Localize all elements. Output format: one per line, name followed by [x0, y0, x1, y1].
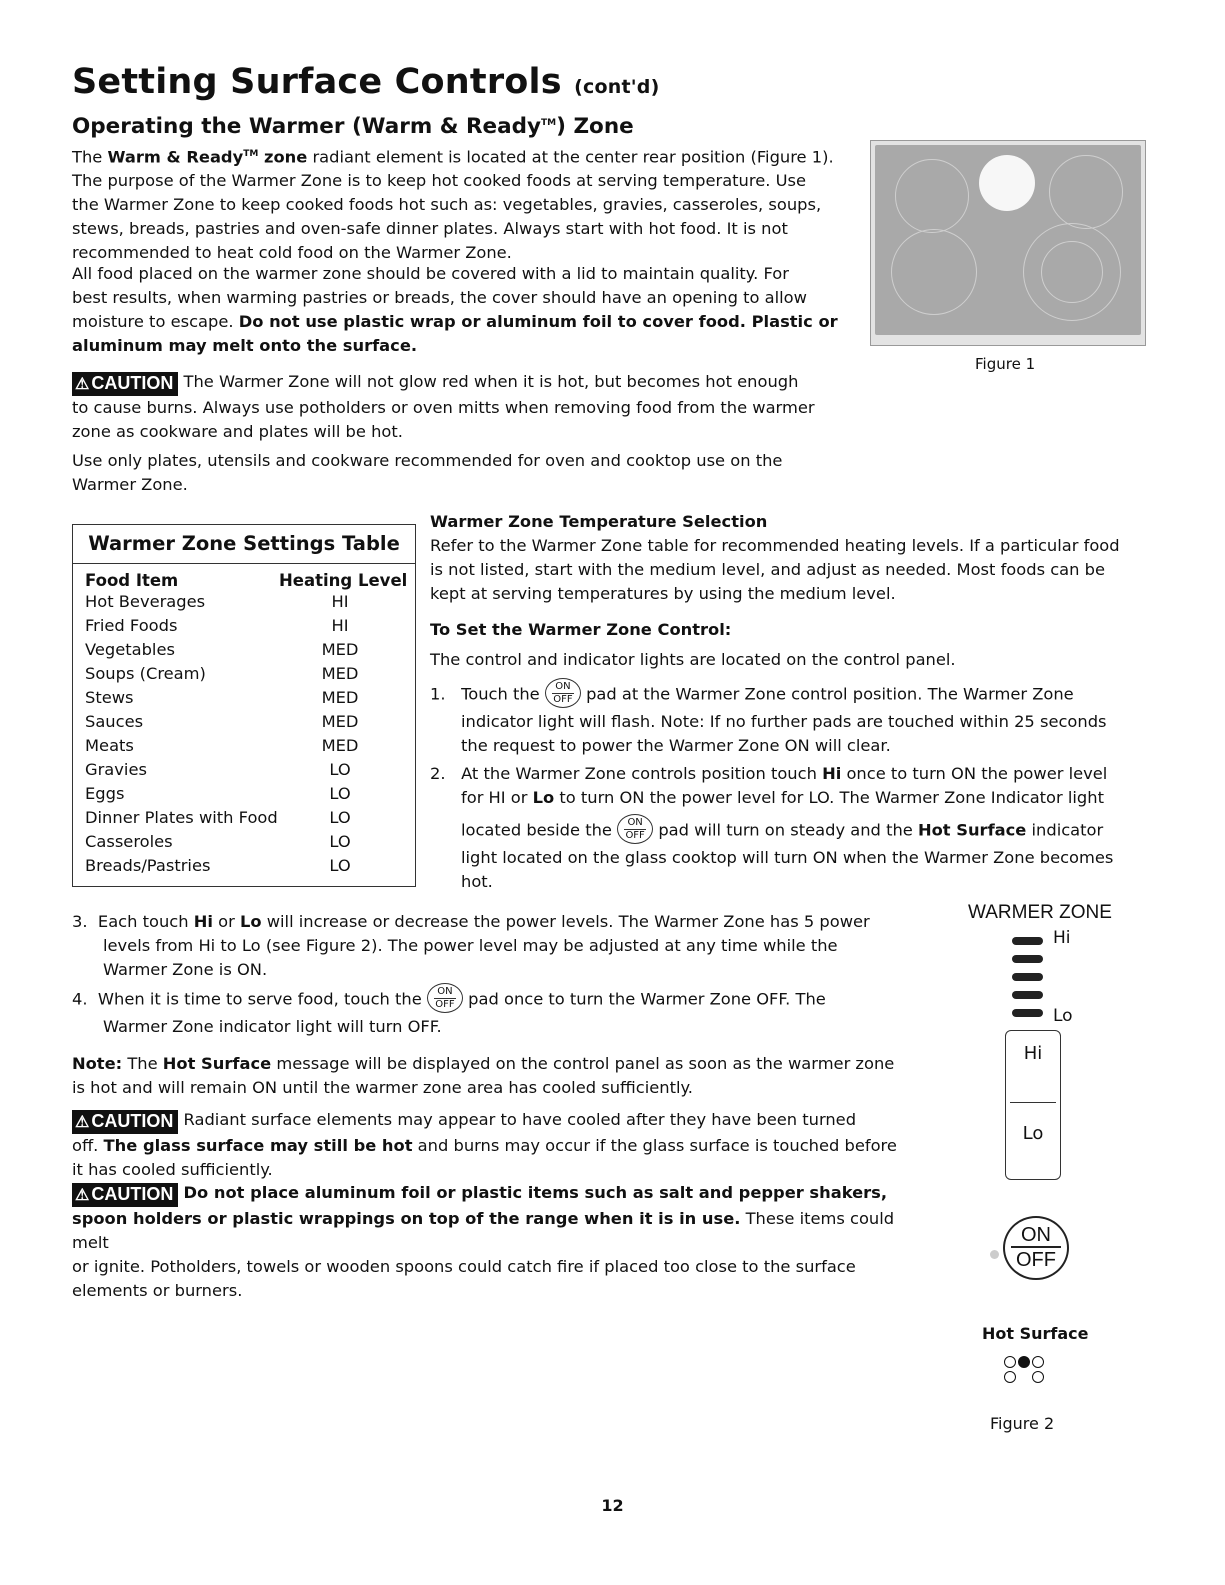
- level-lo-label: Lo: [1053, 1006, 1073, 1026]
- power-level-bar: [1012, 1009, 1043, 1017]
- caution-badge: ⚠ CAUTION: [72, 1110, 178, 1134]
- power-level-bar: [1012, 991, 1043, 999]
- table-row: Vegetables MED: [85, 640, 359, 659]
- warmer-zone-element: [979, 155, 1035, 211]
- table-row: Sauces MED: [85, 712, 359, 731]
- warmer-zone-title: WARMER ZONE: [968, 902, 1112, 923]
- lo-pad[interactable]: Lo: [1022, 1123, 1044, 1144]
- step-1: 1. Touch the ON OFF pad at the Warmer Zone control position. The Warmer Zone indicator light will flash. Note: If no further pads are touched within 25 seconds the request to power the Warmer Zone ON will clear.: [430, 680, 1150, 758]
- table-row: Eggs LO: [85, 784, 351, 803]
- table-row: Fried Foods HI: [85, 616, 349, 635]
- on-off-pad-icon: ON OFF: [545, 678, 581, 708]
- section-heading: Operating the Warmer (Warm & Ready™) Zone: [72, 114, 634, 139]
- figure-1-caption: Figure 1: [975, 355, 1036, 373]
- table-row: Breads/Pastries LO: [85, 856, 351, 875]
- power-level-bar: [1012, 973, 1043, 981]
- figure-2-caption: Figure 2: [990, 1414, 1055, 1433]
- on-off-pad-icon: ON OFF: [617, 814, 653, 844]
- on-off-button[interactable]: ON OFF: [1003, 1216, 1069, 1280]
- column-header-level: Heating Level: [279, 571, 408, 590]
- indicator-light-icon: [990, 1250, 999, 1259]
- caution-badge: ⚠ CAUTION: [72, 1183, 178, 1207]
- step-3: 3. Each touch Hi or Lo will increase or decrease the power levels. The Warmer Zone has 5 power levels from Hi to Lo (see Figure 2). The power level may be adjusted at any time while the Warmer Zone is ON.: [72, 912, 870, 979]
- on-off-pad-icon: ON OFF: [427, 983, 463, 1013]
- table-title: Warmer Zone Settings Table: [73, 525, 415, 564]
- warmer-zone-settings-table: [72, 524, 416, 887]
- table-row: Gravies LO: [85, 760, 351, 779]
- warning-triangle-icon: ⚠: [75, 1187, 90, 1204]
- caution-paragraph-2: ⚠ CAUTION Radiant surface elements may appear to have cooled after they have been turned off. The glass surface may still be hot and burns may occur if the glass surface is touched before it has cooled sufficiently.: [72, 1110, 897, 1179]
- table-row: Casseroles LO: [85, 832, 351, 851]
- temp-selection-paragraph: Refer to the Warmer Zone table for recommended heating levels. If a particular food is not listed, start with the medium level, and adjust as needed. Most foods can be kept at serving temperatures by using the medium level.: [430, 536, 1120, 603]
- level-hi-label: Hi: [1053, 928, 1071, 948]
- page-title: Setting Surface Controls (cont'd): [72, 62, 660, 102]
- table-row: Hot Beverages HI: [85, 592, 349, 611]
- caution-paragraph-1: ⚠ CAUTION The Warmer Zone will not glow red when it is hot, but becomes hot enough to cause burns. Always use potholders or oven mitts when removing food from the warmer zone as cookware and plates will be hot.: [72, 372, 815, 441]
- table-row: Meats MED: [85, 736, 359, 755]
- note-paragraph: Note: The Hot Surface message will be displayed on the control panel as soon as the warmer zone is hot and will remain ON until the warmer zone area has cooled sufficiently.: [72, 1054, 895, 1097]
- cooktop-glass: [875, 145, 1141, 335]
- step-4: 4. When it is time to serve food, touch the ON OFF pad once to turn the Warmer Zone OFF. The Warmer Zone indicator light will turn OFF.: [72, 985, 912, 1039]
- set-control-intro: The control and indicator lights are located on the control panel.: [430, 650, 956, 669]
- hi-pad[interactable]: Hi: [1023, 1043, 1043, 1064]
- caution-badge: ⚠ CAUTION: [72, 372, 178, 396]
- power-level-bar: [1012, 937, 1043, 945]
- table-row: Soups (Cream) MED: [85, 664, 359, 683]
- intro-paragraph-1: The Warm & Ready™ zone radiant element is located at the center rear position (Figure 1). The purpose of the Warmer Zone is to keep hot cooked foods at serving temperature. Use the Warmer Zone to keep cooked foods hot such as: vegetables, gravies, casseroles, soups, stews, breads, pastries and oven-safe dinner plates. Always start with hot food. It is not recommended to heat cold food on the Warmer Zone.: [72, 147, 834, 263]
- power-level-bar: [1012, 955, 1043, 963]
- temp-selection-heading: Warmer Zone Temperature Selection: [430, 512, 768, 531]
- cooktop-figure: [870, 140, 1146, 346]
- warning-triangle-icon: ⚠: [75, 1114, 90, 1131]
- table-row: Dinner Plates with Food LO: [85, 808, 351, 827]
- warning-triangle-icon: ⚠: [75, 376, 90, 393]
- intro-paragraph-2: All food placed on the warmer zone should be covered with a lid to maintain quality. For best results, when warming pastries or breads, the cover should have an opening to allow moisture to escape. Do not use plastic wrap or aluminum foil to cover food. Plastic or aluminum may melt onto the surface.: [72, 264, 838, 355]
- page-number: 12: [601, 1496, 624, 1515]
- table-row: Stews MED: [85, 688, 359, 707]
- column-header-food: Food Item: [85, 571, 179, 590]
- use-only-paragraph: Use only plates, utensils and cookware recommended for oven and cooktop use on the Warmer Zone.: [72, 451, 783, 494]
- hi-lo-control-pad[interactable]: [1005, 1030, 1061, 1180]
- caution-paragraph-3: ⚠ CAUTION Do not place aluminum foil or plastic items such as salt and pepper shakers, spoon holders or plastic wrappings on top of the range when it is in use. These items could melt or ignite. Potholders, towels or wooden spoons could catch fire if placed too close to the surface elements or burners.: [72, 1183, 895, 1300]
- step-2: 2. At the Warmer Zone controls position touch Hi once to turn ON the power level for HI or Lo to turn ON the power level for LO. The Warmer Zone Indicator light located beside the ON OFF pad will turn on steady and the Hot Surface indicator light located on the glass cooktop will turn ON when the Warmer Zone becomes hot.: [430, 764, 1114, 891]
- hot-surface-label: Hot Surface: [982, 1324, 1089, 1343]
- set-control-heading: To Set the Warmer Zone Control:: [430, 620, 732, 639]
